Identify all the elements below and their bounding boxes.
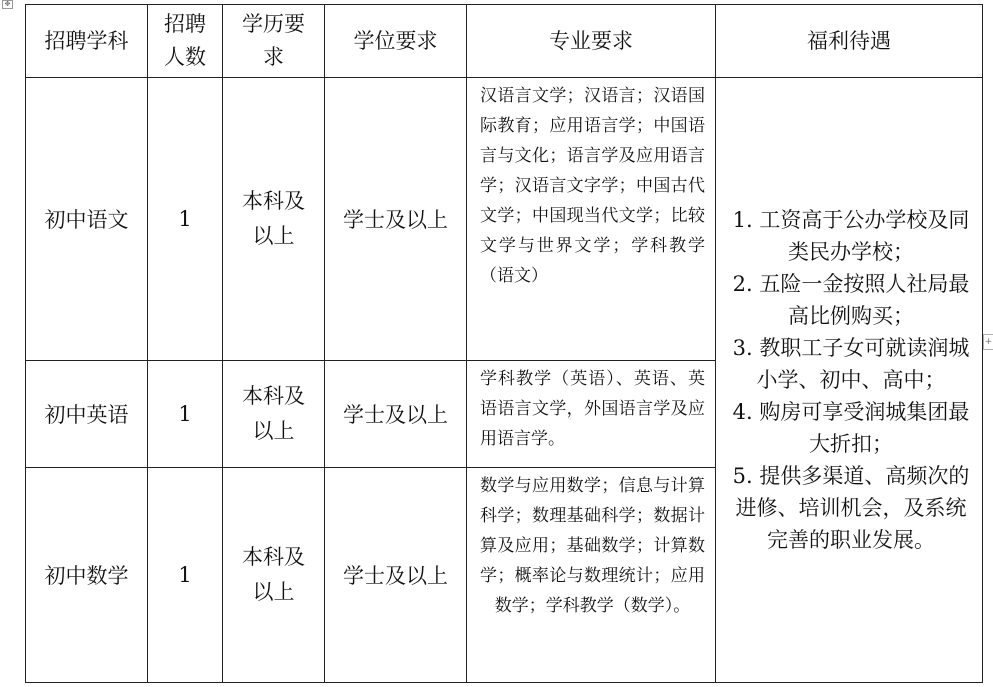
education-cell: 本科及以上 [223,361,325,468]
subject-cell: 初中语文 [26,78,148,361]
benefit-item: 2. 五险一金按照人社局最高比例购买； [732,272,970,328]
benefit-item: 4. 购房可享受润城集团最大折扣； [732,400,970,456]
header-count: 招聘人数 [148,5,223,78]
header-education: 学历要求 [223,5,325,78]
subject-cell: 初中数学 [26,468,148,683]
benefit-item: 5. 提供多渠道、高频次的进修、培训机会，及系统完善的职业发展。 [732,464,970,552]
benefits-cell [716,78,983,683]
count-cell: 1 [148,78,223,361]
major-cell: 学科教学（英语）、英语、英语语言文学，外国语言学及应用语言学。 [467,361,716,468]
degree-cell: 学士及以上 [325,468,467,683]
count-cell: 1 [148,361,223,468]
major-cell: 汉语言文学；汉语言；汉语国际教育；应用语言学；中国语言与文化；语言学及应用语言学；汉语言文字学；中国古代文学；中国现当代文学；比较文学与世界文学；学科教学（语文） [467,78,716,361]
header-subject: 招聘学科 [26,5,148,78]
recruitment-table [25,4,983,683]
count-cell: 1 [148,468,223,683]
subject-cell: 初中英语 [26,361,148,468]
education-cell: 本科及以上 [223,468,325,683]
major-cell: 数学与应用数学；信息与计算科学；数理基础科学；数据计算及应用；基础数学；计算数学；概率论与数理统计；应用数学；学科教学（数学）。 [467,468,716,683]
table-header-row [26,5,983,78]
table-row [26,78,983,361]
header-benefits: 福利待遇 [716,5,983,78]
benefit-item: 3. 教职工子女可就读润城小学、初中、高中； [732,336,970,392]
degree-cell: 学士及以上 [325,361,467,468]
header-degree: 学位要求 [325,5,467,78]
degree-cell: 学士及以上 [325,78,467,361]
table-move-handle-icon[interactable]: ✥ [2,0,13,9]
header-major: 专业要求 [467,5,716,78]
benefit-item: 1. 工资高于公办学校及同类民办学校； [732,208,970,264]
education-cell: 本科及以上 [223,78,325,361]
add-column-icon[interactable]: + [983,334,993,350]
